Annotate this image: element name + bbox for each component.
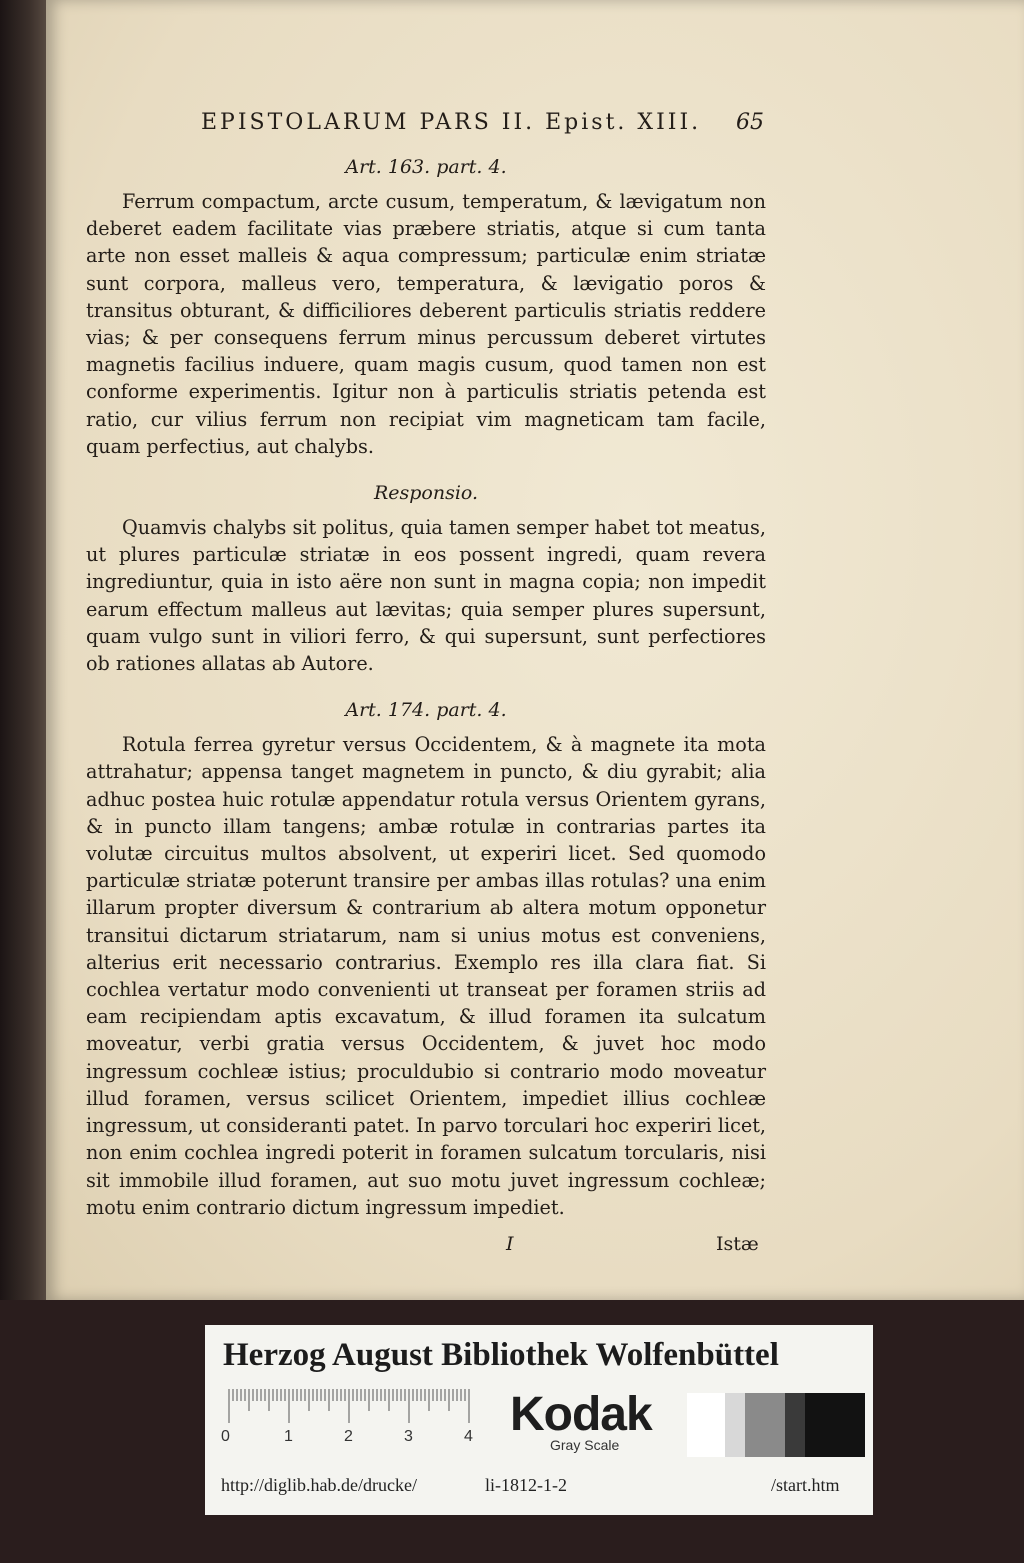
ruler-number: 0 <box>221 1428 230 1445</box>
section-heading-art-163: Art. 163. part. 4. <box>345 156 507 178</box>
swatch-dark <box>785 1393 805 1457</box>
section-heading-art-174: Art. 174. part. 4. <box>345 699 507 722</box>
ruler-number: 1 <box>284 1428 293 1445</box>
section-heading-responsio: Responsio. <box>373 482 479 505</box>
catchword: Istæ <box>716 1232 759 1255</box>
kodak-logo: Kodak <box>510 1388 652 1441</box>
page-number: 65 <box>736 110 764 135</box>
catchline <box>86 1233 766 1263</box>
swatch-black <box>805 1393 865 1457</box>
swatch-white <box>687 1393 725 1457</box>
ruler-number: 2 <box>344 1428 353 1445</box>
book-gutter <box>0 0 48 1300</box>
ruler-numbers <box>221 1428 481 1452</box>
swatch-mid <box>745 1393 785 1457</box>
library-color-card <box>205 1325 873 1515</box>
url-suffix: /start.htm <box>771 1475 840 1495</box>
ruler-number: 3 <box>404 1428 413 1445</box>
section-text-responsio: Quamvis chalybs sit politus, quia tamen semper habet tot meatus, ut plures particulæ striatæ in eos possent ingredi, quam revera ingrediuntur, quia in isto aëre non sunt in magna copia; non impedit earum effectum malleus aut lævitas; quia semper plures supersunt, quam vulgo sunt in viliori ferro, & qui supersunt, sunt perfectiores ob rationes allatas ab Autore. <box>86 516 766 676</box>
ruler-number: 4 <box>464 1428 473 1445</box>
gray-scale-label: Gray Scale <box>550 1437 620 1453</box>
url-shelfmark: li-1812-1-2 <box>485 1475 567 1495</box>
page-content <box>86 110 766 1263</box>
running-head <box>86 110 766 150</box>
url-base: http://diglib.hab.de/drucke/ <box>221 1475 417 1495</box>
section-text-art-174: Rotula ferrea gyretur versus Occidentem, & à magnete ita mota attrahatur; appensa tanget magnetem in puncto, & diu gyrabit; alia adhuc postea huic rotulæ appendatur rotula versus Orientem gyrans, & in puncto illam tangens; ambæ rotulæ in contrarias partes ita volutæ circuitus multos absolvent, ut experiri licet. Sed quomodo particulæ striatæ poterunt transire per ambas illas rotulas? una enim illarum propter diversum & contrarium ab altera motum opponetur transitui dictarum striatarum, nam si unius motus est conveniens, alterius erit necessario contrarius. Exemplo res illa clara fiat. Si cochlea vertatur modo convenienti ut transeat per foramen striis ad eam recipiendam aptis excavatum, & illud foramen ita sulcatum moveatur, verbi gratia versus Occidentem, & juvet hoc modo ingressum cochleæ istius; proculdubio si contrario modo moveatur illud foramen, versus scilicet Orientem, impediet illius cochleæ ingressum, ut consideranti patet. In parvo torculari hoc experiri licet, non enim cochlea ingredi poterit in foramen sulcatum torcularis, nisi sit immobile illud foramen, aut suo motu juvet ingressum cochleæ; motu enim contrario dictum ingressum impediet. <box>86 733 766 1219</box>
book-page <box>46 0 1024 1300</box>
running-head-title: EPISTOLARUM PARS II. Epist. XIII. <box>201 110 702 135</box>
library-name: Herzog August Bibliothek Wolfenbüttel <box>223 1337 779 1373</box>
swatch-light <box>725 1393 745 1457</box>
section-text-art-163: Ferrum compactum, arcte cusum, temperatum, & lævigatum non deberet eadem facilitate vias præbere striatis, atque si cum tanta arte non esset malleis & aqua compressum; particulæ enim striatæ sunt corpora, malleus vero, temperatura, & lævigatio poros & transitus obturant, & difficiliores deberent particulis striatis reddere vias; & per consequens ferrum minus percussum deberet virtutes magnetis facilius induere, quam magis cusum, quod tamen non est conforme experimentis. Igitur non à particulis striatis petenda est ratio, cur vilius ferrum non recipiat vim magneticam tam facile, quam perfectius, aut chalybs. <box>86 190 766 458</box>
scale-ruler-icon <box>227 1385 477 1425</box>
gray-scale-swatches <box>687 1393 865 1457</box>
signature-mark: I <box>506 1232 514 1255</box>
